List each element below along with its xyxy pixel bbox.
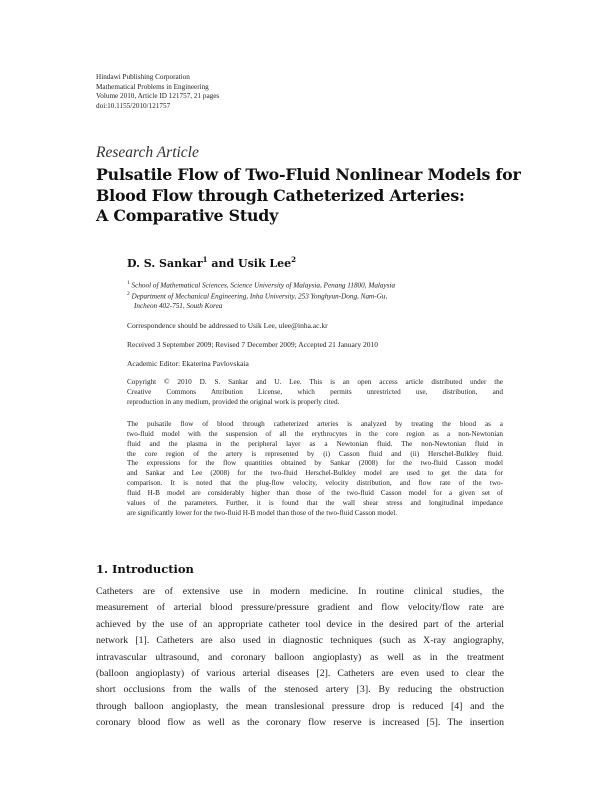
affil-text: Department of Mechanical Engineering, Inha University, 253 Yonghyun-Dong, Nam-Gu, bbox=[131, 292, 388, 301]
section-heading: 1. Introduction bbox=[96, 562, 194, 576]
abstract-line: are significantly lower for the two-fluid H-B model than those of the two-fluid Casson model. bbox=[127, 508, 398, 517]
affiliation-2 bbox=[127, 290, 507, 312]
title-line: Blood Flow through Catheterized Arteries: bbox=[96, 185, 465, 205]
abstract bbox=[127, 420, 503, 518]
affil-text: Incheon 402-751, South Korea bbox=[134, 301, 223, 310]
paper-title bbox=[96, 165, 521, 227]
abstract-line: the core region of the artery is represented by (i) Casson fluid and (ii) Herschel-Bulkley fluid. bbox=[127, 449, 503, 458]
body-line: Catheters are of extensive use in modern medicine. In routine clinical studies, the bbox=[96, 586, 504, 597]
abstract-line: comparison. It is noted that the plug-flow velocity, velocity distribution, and flow rate of the two- bbox=[127, 479, 503, 488]
received-dates: Received 3 September 2009; Revised 7 December 2009; Accepted 21 January 2010 bbox=[127, 340, 378, 349]
journal-header bbox=[96, 73, 219, 111]
body-line: intravascular ultrasound, and coronary balloon angioplasty) as well as in the treatment bbox=[96, 651, 504, 663]
copyright-line: Copyright © 2010 D. S. Sankar and U. Lee. This is an open access article distributed under the bbox=[127, 378, 503, 386]
copyright-line: Creative Commons Attribution License, which permits unrestricted use, distribution, and bbox=[127, 387, 503, 396]
body-line: (balloon angioplasty) of various arterial diseases [2]. Catheters are even used to clear the bbox=[96, 668, 504, 680]
correspondence: Correspondence should be addressed to Usik Lee, ulee@inha.ac.kr bbox=[127, 321, 328, 330]
affil-number: 2 bbox=[127, 291, 130, 297]
author-name: D. S. Sankar bbox=[127, 257, 203, 270]
doi: doi:10.1155/2010/121757 bbox=[96, 101, 171, 110]
abstract-line: fluid H-B model are considerably higher than those of the two-fluid Casson model for a given set of bbox=[127, 488, 503, 497]
abstract-line: The pulsatile flow of blood through catheterized arteries is analyzed by treating the blood as a bbox=[127, 420, 503, 428]
affil-text: School of Mathematical Sciences, Science University of Malaysia, Penang 11800, Malaysia bbox=[131, 281, 396, 290]
affil-number: 1 bbox=[127, 280, 130, 286]
volume-info: Volume 2010, Article ID 121757, 21 pages bbox=[96, 92, 220, 101]
abstract-line: The expressions for the flow quantities obtained by Sankar (2008) for the two-fluid Casson model bbox=[127, 459, 503, 468]
copyright-line: reproduction in any medium, provided the original work is properly cited. bbox=[127, 397, 340, 406]
body-paragraph bbox=[96, 584, 504, 732]
author-list bbox=[127, 255, 296, 270]
abstract-line: and Sankar and Lee (2008) for the two-fluid Herschel-Bulkley model are used to get the data for bbox=[127, 469, 503, 478]
body-line: through balloon angioplasty, the mean translesional pressure drop is reduced [4] and the bbox=[96, 700, 504, 712]
abstract-line: values of the parameters. Further, it is found that the wall shear stress and longitudinal impedance bbox=[127, 498, 503, 507]
article-type: Research Article bbox=[96, 144, 199, 161]
author-affil-mark: 1 bbox=[202, 255, 208, 264]
title-line: Pulsatile Flow of Two-Fluid Nonlinear Models for bbox=[96, 165, 521, 184]
abstract-line: fluid and the plasma in the peripheral layer as a Newtonian fluid. The non-Newtonian fluid in bbox=[127, 439, 503, 448]
body-line: measurement of arterial blood pressure/pressure gradient and flow velocity/flow rate are bbox=[96, 602, 504, 614]
abstract-line: two-fluid model with the suspension of all the erythrocytes in the core region as a non-Newtonian bbox=[127, 429, 503, 438]
copyright-notice bbox=[127, 378, 503, 408]
journal-name: Mathematical Problems in Engineering bbox=[96, 82, 209, 91]
author-connector: and bbox=[207, 257, 238, 270]
body-line: achieved by the use of an appropriate catheter tool device in the desired part of the arterial bbox=[96, 618, 504, 630]
publisher-line: Hindawi Publishing Corporation bbox=[96, 73, 190, 81]
author-affil-mark: 2 bbox=[291, 255, 297, 264]
body-line: network [1]. Catheters are also used in diagnostic techniques (such as X-ray angiography, bbox=[96, 635, 504, 647]
title-line: A Comparative Study bbox=[96, 206, 279, 225]
author-name: Usik Lee bbox=[238, 257, 292, 270]
academic-editor: Academic Editor: Ekaterina Pavlovskaia bbox=[127, 359, 249, 368]
body-line: coronary blood flow as well as the coronary flow reserve is increased [5]. The insertion bbox=[96, 717, 504, 729]
body-line: short occlusions from the walls of the stenosed artery [3]. By reducing the obstruction bbox=[96, 684, 504, 696]
